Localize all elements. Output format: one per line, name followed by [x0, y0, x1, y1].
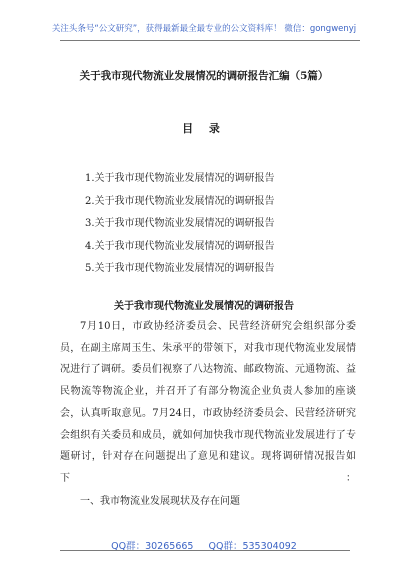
table-of-contents	[85, 168, 275, 281]
body-paragraph-text: 7月10日，市政协经济委员会、民营经济研究会组织部分委员，在副主席周玉生、朱承平的带领下，对我市现代物流业发展情况进行了调研。委员们视察了八达物流、邮政物流、元通物流、益民物流等物流企业，并召开了有部分物流企业负责人参加的座谈会，认真听取意见。7月24日，市政协经济委员会、民营经济研究会组织有关委员和成员，就如何加快我市现代物流业发展进行了专题研讨，针对存在问题提出了意见和建议。现将调研情况报告如下：	[60, 321, 356, 484]
toc-item[interactable]: 4.关于我市现代物流业发展情况的调研报告	[85, 240, 275, 252]
section-title: 关于我市现代物流业发展情况的调研报告	[114, 301, 294, 312]
footer-divider	[60, 550, 350, 551]
footer-qq-group-1: QQ群：30265665	[111, 541, 194, 552]
section-subheading: 一、我市物流业发展现状及存在问题	[80, 496, 240, 507]
body-paragraph	[60, 316, 356, 490]
toc-item[interactable]: 5.关于我市现代物流业发展情况的调研报告	[85, 263, 275, 274]
toc-item[interactable]: 3.关于我市现代物流业发展情况的调研报告	[85, 218, 275, 229]
toc-item[interactable]: 1.关于我市现代物流业发展情况的调研报告	[85, 173, 275, 184]
document-title: 关于我市现代物流业发展情况的调研报告汇编（5篇）	[79, 70, 329, 82]
toc-heading: 目 录	[182, 122, 226, 135]
header-note: 关注头条号“公文研究”，获得最新最全最专业的公文资料库！ 微信：gongwenyj	[51, 24, 357, 34]
toc-item[interactable]: 2.关于我市现代物流业发展情况的调研报告	[85, 195, 275, 207]
footer-qq-group-2: QQ群：535304092	[208, 541, 297, 552]
header-divider	[60, 40, 360, 41]
